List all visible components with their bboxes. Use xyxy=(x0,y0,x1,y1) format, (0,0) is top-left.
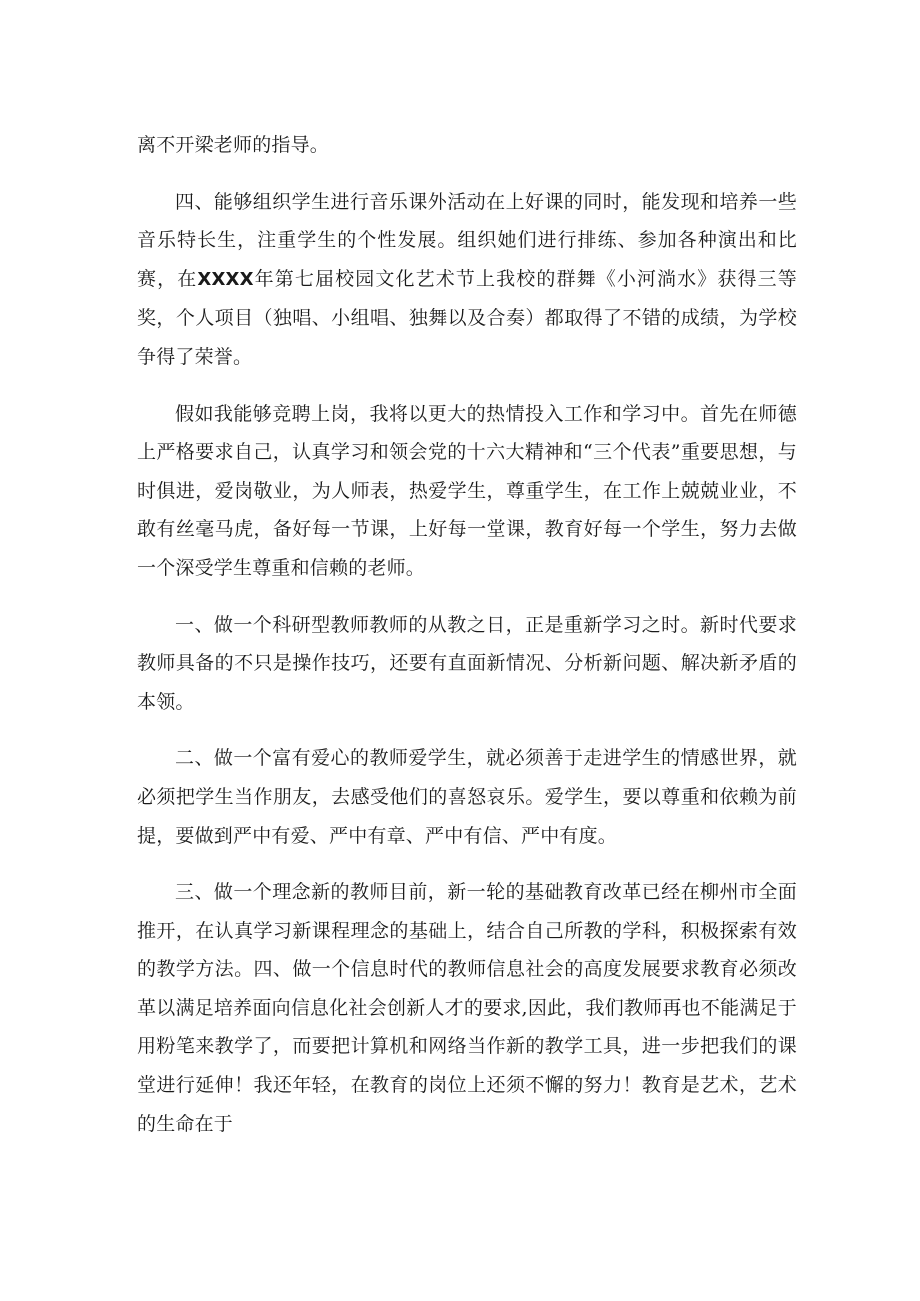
paragraph-caring-teacher: 二、做一个富有爱心的教师爱学生，就必须善于走进学生的情感世界，就必须把学生当作朋友，去感受他们的喜怒哀乐。爱学生，要以尊重和依赖为前提，要做到严中有爱、严中有章、严中有信、严中有度。 xyxy=(137,747,797,847)
paragraph-continuation: 离不开梁老师的指导。 xyxy=(137,134,330,156)
paragraph-music-activities xyxy=(137,183,797,377)
paragraph-research-teacher: 一、做一个科研型教师教师的从教之日，正是重新学习之时。新时代要求教师具备的不只是操作技巧，还要有直面新情况、分析新问题、解决新矛盾的本领。 xyxy=(137,613,797,713)
paragraph-music-activities-text-before: 四、能够组织学生进行音乐课外活动在上好课的同时，能发现和培养一些音乐特长生，注重学生的个性发展。组织她们进行排练、参加各种演出和比赛，在 xyxy=(137,190,797,290)
paragraph-new-concept-teacher: 三、做一个理念新的教师目前，新一轮的基础教育改革已经在柳州市全面推开，在认真学习新课程理念的基础上，结合自己所教的学科，积极探索有效的教学方法。四、做一个信息时代的教师信息社会的高度发展要求教育必须改革以满足培养面向信息化社会创新人才的要求,因此，我们教师再也不能满足于用粉笔来教学了，而要把计算机和网络当作新的教学工具，进一步把我们的课堂进行延伸！我还年轻，在教育的岗位上还须不懈的努力！教育是艺术，艺术的生命在于 xyxy=(137,881,797,1135)
paragraph-music-activities-text-after: 年第七届校园文化艺术节上我校的群舞《小河淌水》获得三等奖，个人项目（独唱、小组唱、独舞以及合奏）都取得了不错的成绩，为学校争得了荣誉。 xyxy=(137,267,797,368)
document-body xyxy=(137,126,797,1143)
year-placeholder: XXXX xyxy=(197,268,254,290)
paragraph-if-hired: 假如我能够竞聘上岗，我将以更大的热情投入工作和学习中。首先在师德上严格要求自己，认真学习和领会党的十六大精神和“三个代表”重要思想，与时俱进，爱岗敬业，为人师表，热爱学生，尊重学生，在工作上兢兢业业，不敢有丝毫马虎，备好每一节课，上好每一堂课，教育好每一个学生，努力去做一个深受学生尊重和信赖的老师。 xyxy=(137,402,797,579)
